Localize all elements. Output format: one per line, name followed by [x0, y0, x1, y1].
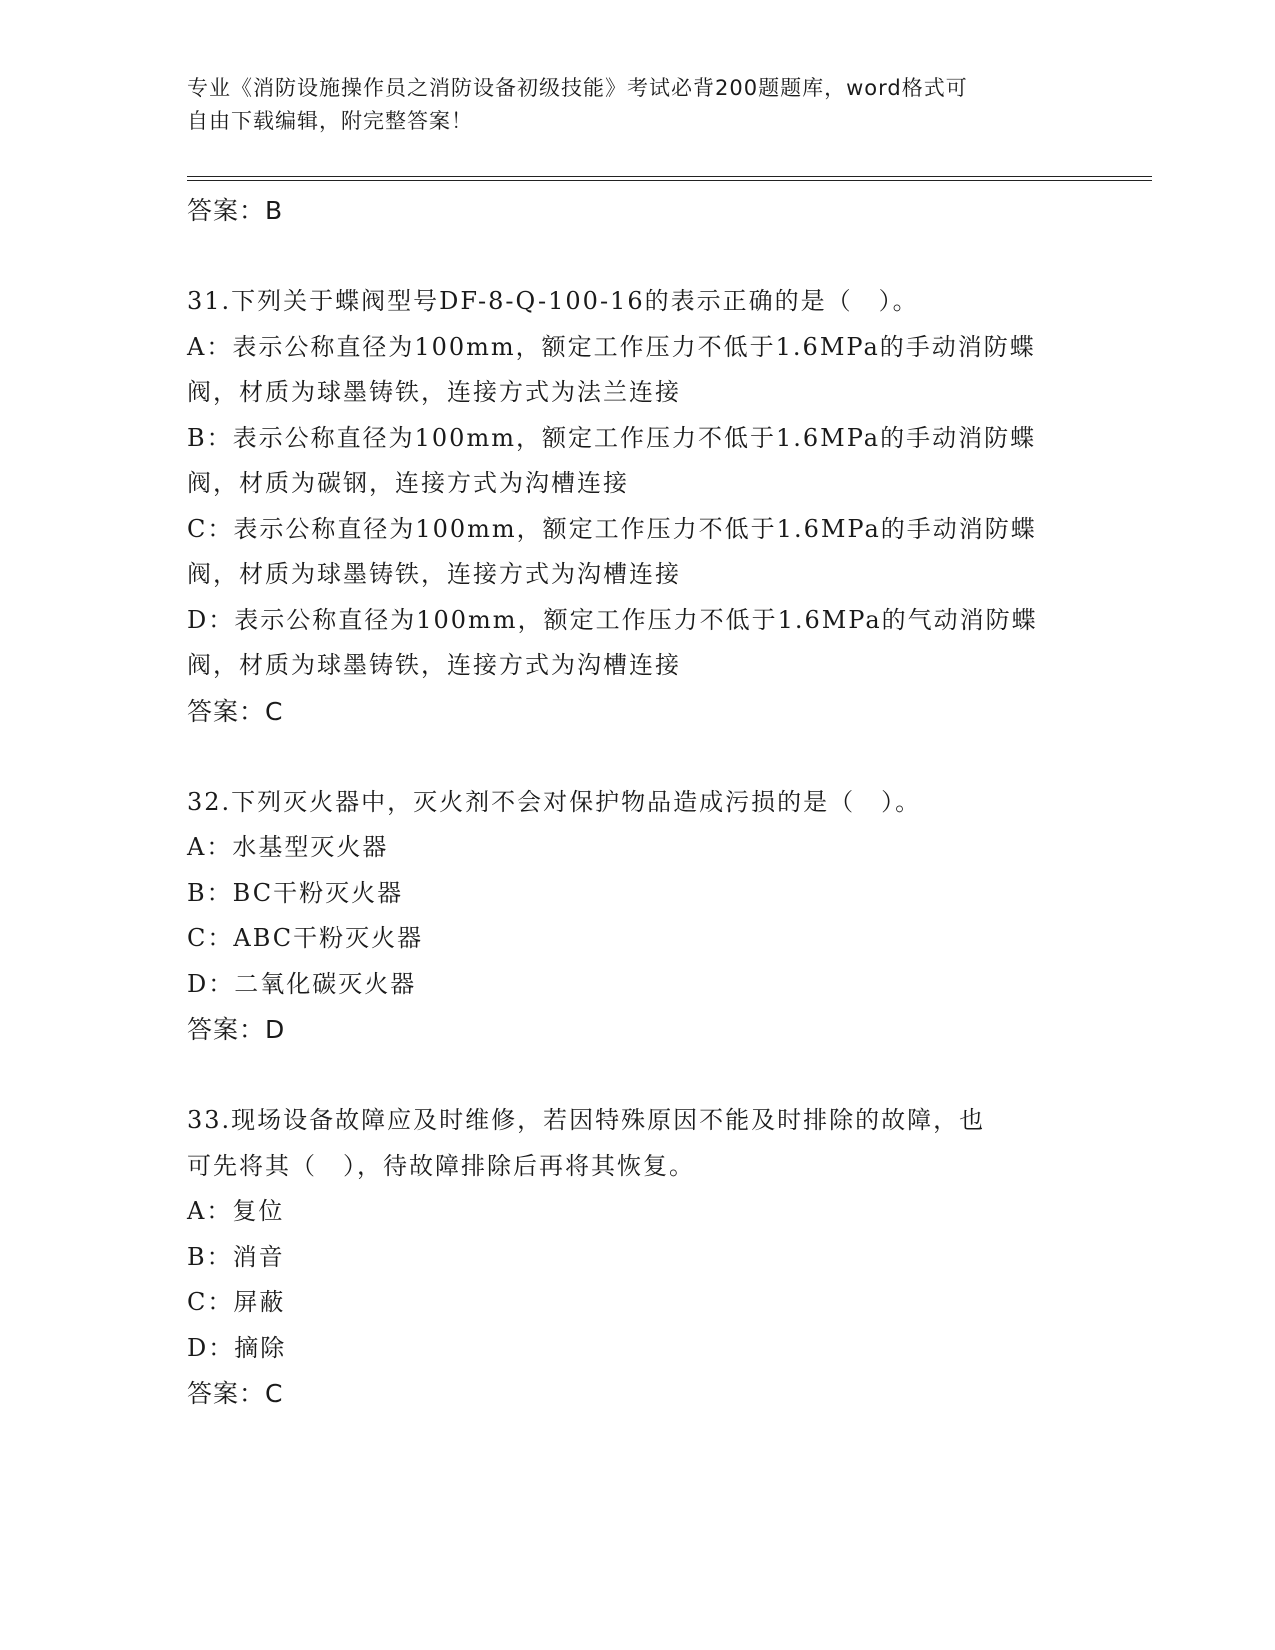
option-d	[187, 598, 1087, 689]
option-c	[187, 507, 1087, 598]
spacer	[187, 734, 1087, 780]
option-c: C：屏蔽	[187, 1288, 286, 1316]
spacer	[187, 1053, 1087, 1099]
option-a	[187, 325, 1087, 416]
page-header	[187, 72, 1067, 138]
question-stem: 32.下列灭火器中，灭火剂不会对保护物品造成污损的是（ ）。	[187, 787, 922, 816]
question-answer: 答案：C	[187, 1379, 284, 1408]
option-text-line: C：表示公称直径为100mm，额定工作压力不低于1.6MPa的手动消防蝶	[187, 514, 1037, 543]
option-text-line: 阀，材质为碳钢，连接方式为沟槽连接	[187, 469, 629, 497]
option-text-line: A：表示公称直径为100mm，额定工作压力不低于1.6MPa的手动消防蝶	[187, 332, 1036, 361]
header-line-2: 自由下载编辑，附完整答案！	[187, 109, 473, 133]
question-stem: 33.现场设备故障应及时维修，若因特殊原因不能及时排除的故障，也	[187, 1106, 986, 1134]
option-text-line: B：表示公称直径为100mm，额定工作压力不低于1.6MPa的手动消防蝶	[187, 423, 1037, 452]
header-divider	[187, 176, 1152, 181]
option-text-line: 阀，材质为球墨铸铁，连接方式为沟槽连接	[187, 560, 681, 588]
option-b: B：消音	[187, 1242, 285, 1271]
option-a: A：水基型灭火器	[187, 833, 389, 861]
option-b	[187, 416, 1087, 507]
question-32	[187, 780, 1087, 1053]
question-stem: 31.下列关于蝶阀型号DF-8-Q-100-16的表示正确的是（ ）。	[187, 287, 919, 315]
question-stem-continued: 可先将其（ ），待故障排除后再将其恢复。	[187, 1151, 695, 1180]
option-b: B：BC干粉灭火器	[187, 878, 404, 907]
spacer	[187, 234, 1087, 280]
option-d: D：摘除	[187, 1333, 287, 1362]
header-line-1: 专业《消防设施操作员之消防设备初级技能》考试必背200题题库，word格式可	[187, 76, 968, 100]
option-a: A：复位	[187, 1197, 285, 1225]
previous-answer: 答案：B	[187, 196, 284, 225]
option-c: C：ABC干粉灭火器	[187, 924, 424, 952]
question-answer: 答案：C	[187, 696, 284, 726]
question-answer: 答案：D	[187, 1015, 286, 1044]
option-text-line: 阀，材质为球墨铸铁，连接方式为沟槽连接	[187, 651, 681, 679]
option-d: D：二氧化碳灭火器	[187, 969, 417, 998]
question-33	[187, 1098, 1087, 1417]
option-text-line: 阀，材质为球墨铸铁，连接方式为法兰连接	[187, 378, 681, 406]
option-text-line: D：表示公称直径为100mm，额定工作压力不低于1.6MPa的气动消防蝶	[187, 605, 1038, 634]
document-body	[187, 188, 1087, 1417]
question-31	[187, 279, 1087, 734]
